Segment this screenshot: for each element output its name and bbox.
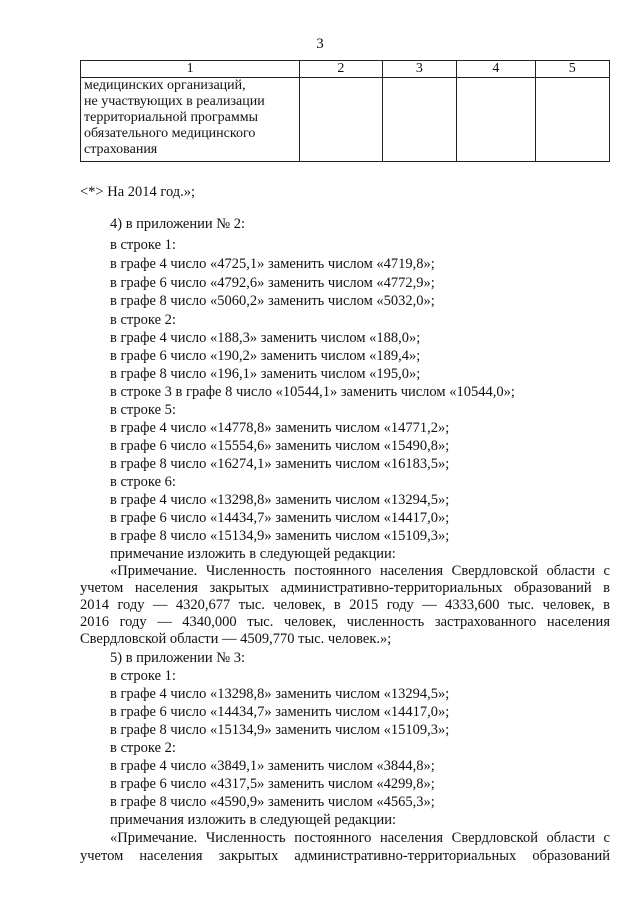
amendment-line: в графе 4 число «4725,1» заменить числом «4719,8»; [110, 256, 435, 272]
amendment-line: в графе 6 число «14434,7» заменить числом «14417,0»; [110, 510, 450, 526]
amendment-line: в графе 8 число «15134,9» заменить числом «15109,3»; [110, 722, 450, 738]
column-header-3: 3 [382, 61, 456, 78]
column-header-1: 1 [81, 61, 300, 78]
amendment-line: в графе 8 число «4590,9» заменить числом «4565,3»; [110, 794, 435, 810]
amendment-line: в строке 3 в графе 8 число «10544,1» заменить числом «10544,0»; [110, 384, 515, 400]
amendment-line: в графе 4 число «13298,8» заменить числом «13294,5»; [110, 686, 450, 702]
table-header-row [81, 61, 610, 78]
amendment-line: в графе 6 число «15554,6» заменить числом «15490,8»; [110, 438, 450, 454]
amendment-line: в строке 1: [110, 668, 176, 684]
column-header-2: 2 [300, 61, 383, 78]
empty-cell [457, 78, 535, 162]
amendment-line: в графе 8 число «15134,9» заменить числом «15109,3»; [110, 528, 450, 544]
amendment-line: в графе 6 число «4317,5» заменить числом «4299,8»; [110, 776, 435, 792]
amendment-line: в строке 1: [110, 237, 176, 253]
note-paragraph-line: учетом населения закрытых административно-территориальных образований [80, 848, 610, 864]
footnote: <*> На 2014 год.»; [80, 184, 196, 200]
amendment-heading: 4) в приложении № 2: [110, 216, 245, 232]
amendment-line: в графе 8 число «5060,2» заменить числом «5032,0»; [110, 293, 435, 309]
amendment-line: в графе 8 число «16274,1» заменить числом «16183,5»; [110, 456, 450, 472]
amendment-line: в графе 4 число «188,3» заменить числом «188,0»; [110, 330, 421, 346]
amendment-line: примечания изложить в следующей редакции: [110, 812, 397, 828]
empty-cell [382, 78, 456, 162]
amendment-line: в строке 5: [110, 402, 176, 418]
row-label-cell: медицинских организаций, не участвующих в реализации территориальной программы обязательного медицинского страхования [81, 78, 300, 162]
note-paragraph-line: 2014 году — 4320,677 тыс. человек, в 2015 году — 4333,600 тыс. человек, в [80, 597, 610, 613]
note-paragraph-line: 2016 году — 4340,000 тыс. человек, численность застрахованного населения [80, 614, 610, 630]
amendment-line: примечание изложить в следующей редакции: [110, 546, 396, 562]
amendment-line: в графе 6 число «4792,6» заменить числом «4772,9»; [110, 275, 435, 291]
note-paragraph-line: «Примечание. Численность постоянного населения Свердловской области с [110, 563, 610, 579]
amendment-line: в графе 4 число «3849,1» заменить числом «3844,8»; [110, 758, 435, 774]
amendment-line: в графе 6 число «190,2» заменить числом «189,4»; [110, 348, 421, 364]
note-paragraph-line: Свердловской области — 4509,770 тыс. человек.»; [80, 631, 392, 647]
continuation-table [80, 60, 610, 162]
page-number: 3 [316, 36, 324, 52]
amendment-line: в графе 4 число «14778,8» заменить числом «14771,2»; [110, 420, 450, 436]
amendment-line: в строке 6: [110, 474, 176, 490]
column-header-4: 4 [457, 61, 535, 78]
amendment-line: в строке 2: [110, 312, 176, 328]
amendment-line: в строке 2: [110, 740, 176, 756]
amendment-line: в графе 6 число «14434,7» заменить числом «14417,0»; [110, 704, 450, 720]
note-paragraph-line: «Примечание. Численность постоянного населения Свердловской области с [110, 830, 610, 846]
empty-cell [300, 78, 383, 162]
table-row [81, 78, 610, 162]
amendment-line: в графе 4 число «13298,8» заменить числом «13294,5»; [110, 492, 450, 508]
amendment-line: в графе 8 число «196,1» заменить числом «195,0»; [110, 366, 421, 382]
amendment-heading: 5) в приложении № 3: [110, 650, 245, 666]
column-header-5: 5 [535, 61, 609, 78]
empty-cell [535, 78, 609, 162]
note-paragraph-line: учетом населения закрытых административно-территориальных образований в [80, 580, 610, 596]
